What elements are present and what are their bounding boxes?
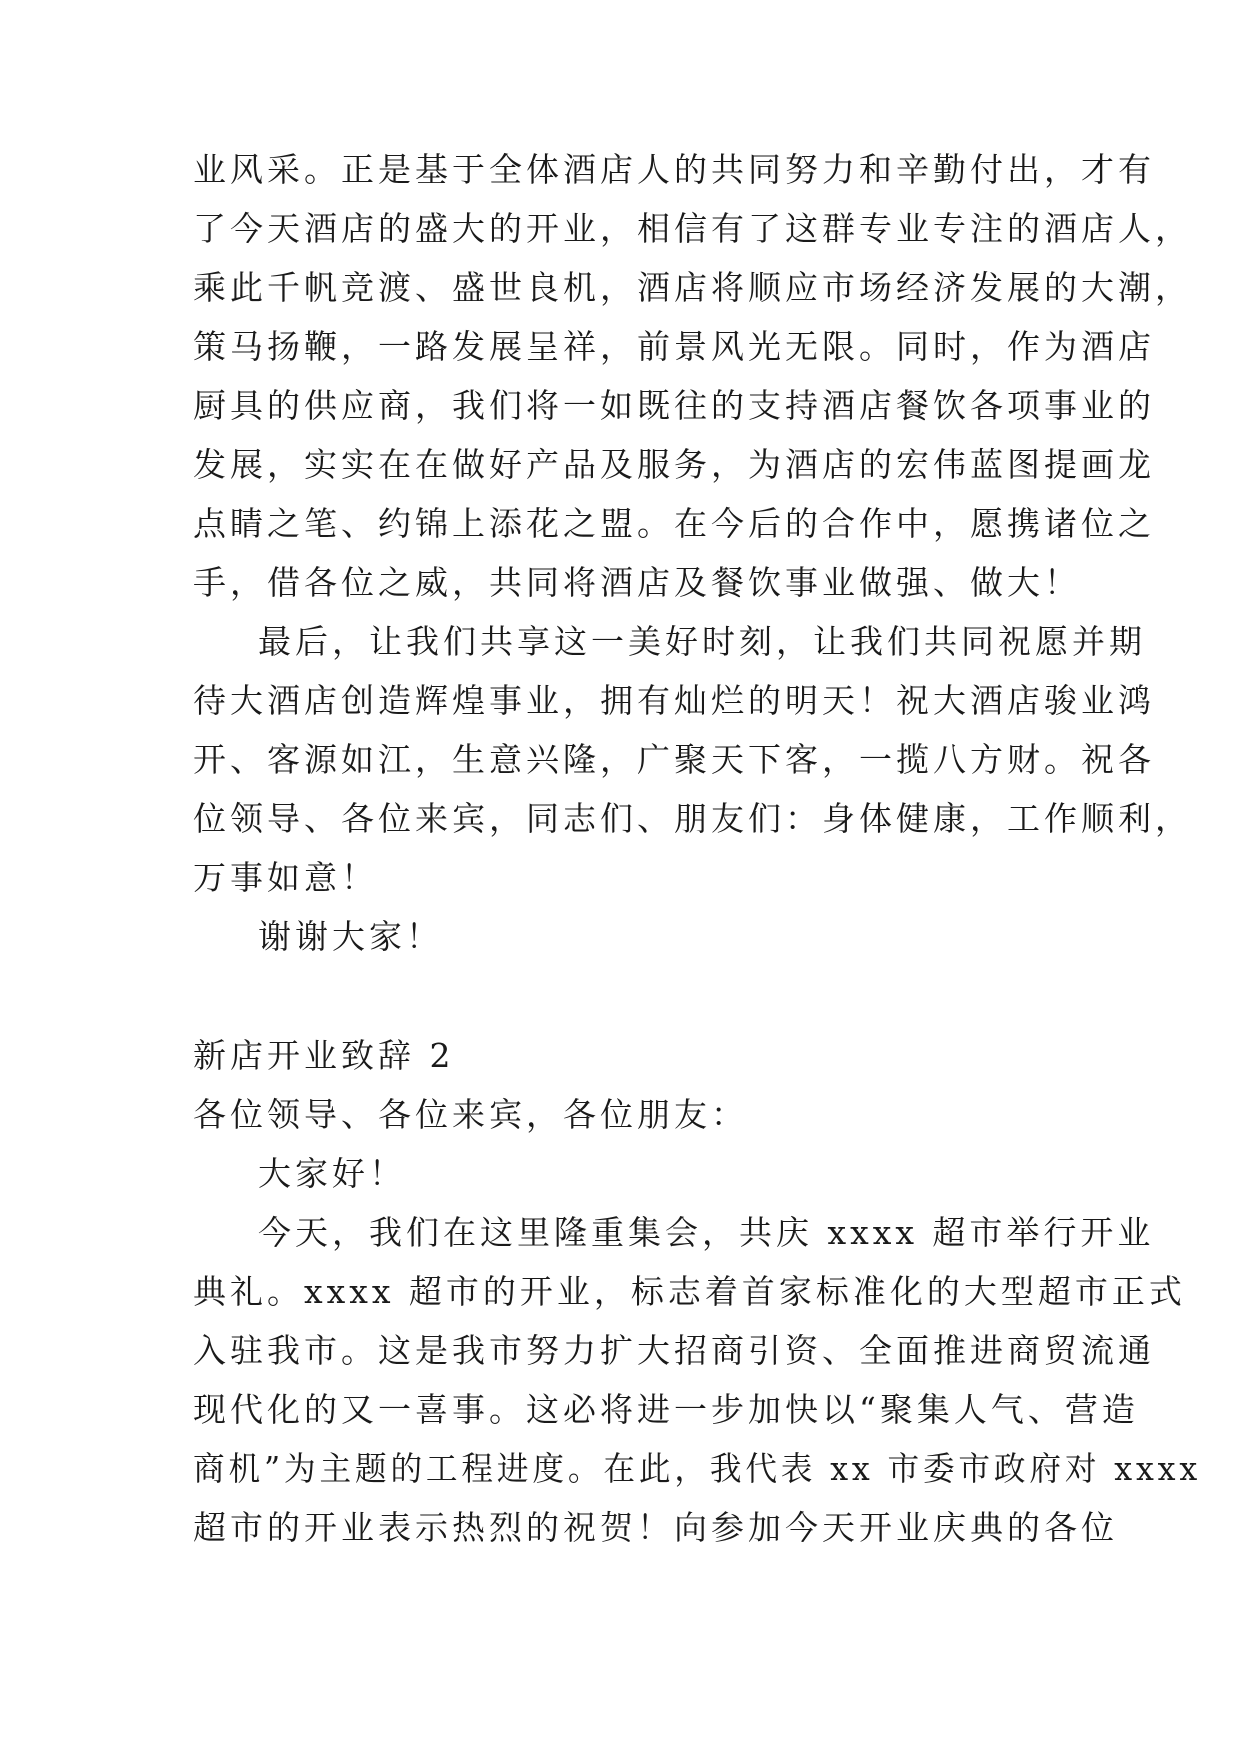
salutation: 各位领导、各位来宾，各位朋友： xyxy=(193,1095,748,1134)
paragraph-line: 典礼。xxxx 超市的开业，标志着首家标准化的大型超市正式 xyxy=(193,1272,1186,1311)
paragraph-line: 最后，让我们共享这一美好时刻，让我们共同祝愿并期 xyxy=(258,622,1146,661)
paragraph-line: 待大酒店创造辉煌事业，拥有灿烂的明天！祝大酒店骏业鸿 xyxy=(193,681,1155,720)
paragraph-line: 超市的开业表示热烈的祝贺！向参加今天开业庆典的各位 xyxy=(193,1508,1118,1547)
paragraph-line: 手，借各位之威，共同将酒店及餐饮事业做强、做大！ xyxy=(193,563,1081,602)
paragraph-line: 商机”为主题的工程进度。在此，我代表 xx 市委市政府对 xxxx xyxy=(193,1449,1202,1488)
paragraph-line: 入驻我市。这是我市努力扩大招商引资、全面推进商贸流通 xyxy=(193,1331,1155,1370)
greeting: 大家好！ xyxy=(258,1154,406,1193)
paragraph-line: 位领导、各位来宾，同志们、朋友们：身体健康，工作顺利， xyxy=(193,799,1192,838)
paragraph-line: 厨具的供应商，我们将一如既往的支持酒店餐饮各项事业的 xyxy=(193,386,1155,425)
paragraph-line: 现代化的又一喜事。这必将进一步加快以“聚集人气、营造 xyxy=(193,1390,1139,1429)
paragraph-line: 业风采。正是基于全体酒店人的共同努力和辛勤付出，才有 xyxy=(193,150,1155,189)
paragraph-line: 点睛之笔、约锦上添花之盟。在今后的合作中，愿携诸位之 xyxy=(193,504,1155,543)
paragraph-line: 开、客源如江，生意兴隆，广聚天下客，一揽八方财。祝各 xyxy=(193,740,1155,779)
paragraph-line: 乘此千帆竞渡、盛世良机，酒店将顺应市场经济发展的大潮， xyxy=(193,268,1192,307)
paragraph-line: 了今天酒店的盛大的开业，相信有了这群专业专注的酒店人， xyxy=(193,209,1192,248)
paragraph-line: 发展，实实在在做好产品及服务，为酒店的宏伟蓝图提画龙 xyxy=(193,445,1155,484)
closing-line: 谢谢大家！ xyxy=(258,917,443,956)
paragraph-line: 今天，我们在这里隆重集会，共庆 xxxx 超市举行开业 xyxy=(258,1213,1155,1252)
paragraph-line: 策马扬鞭，一路发展呈祥，前景风光无限。同时，作为酒店 xyxy=(193,327,1155,366)
section-heading: 新店开业致辞 2 xyxy=(193,1036,455,1075)
paragraph-line: 万事如意！ xyxy=(193,858,378,897)
